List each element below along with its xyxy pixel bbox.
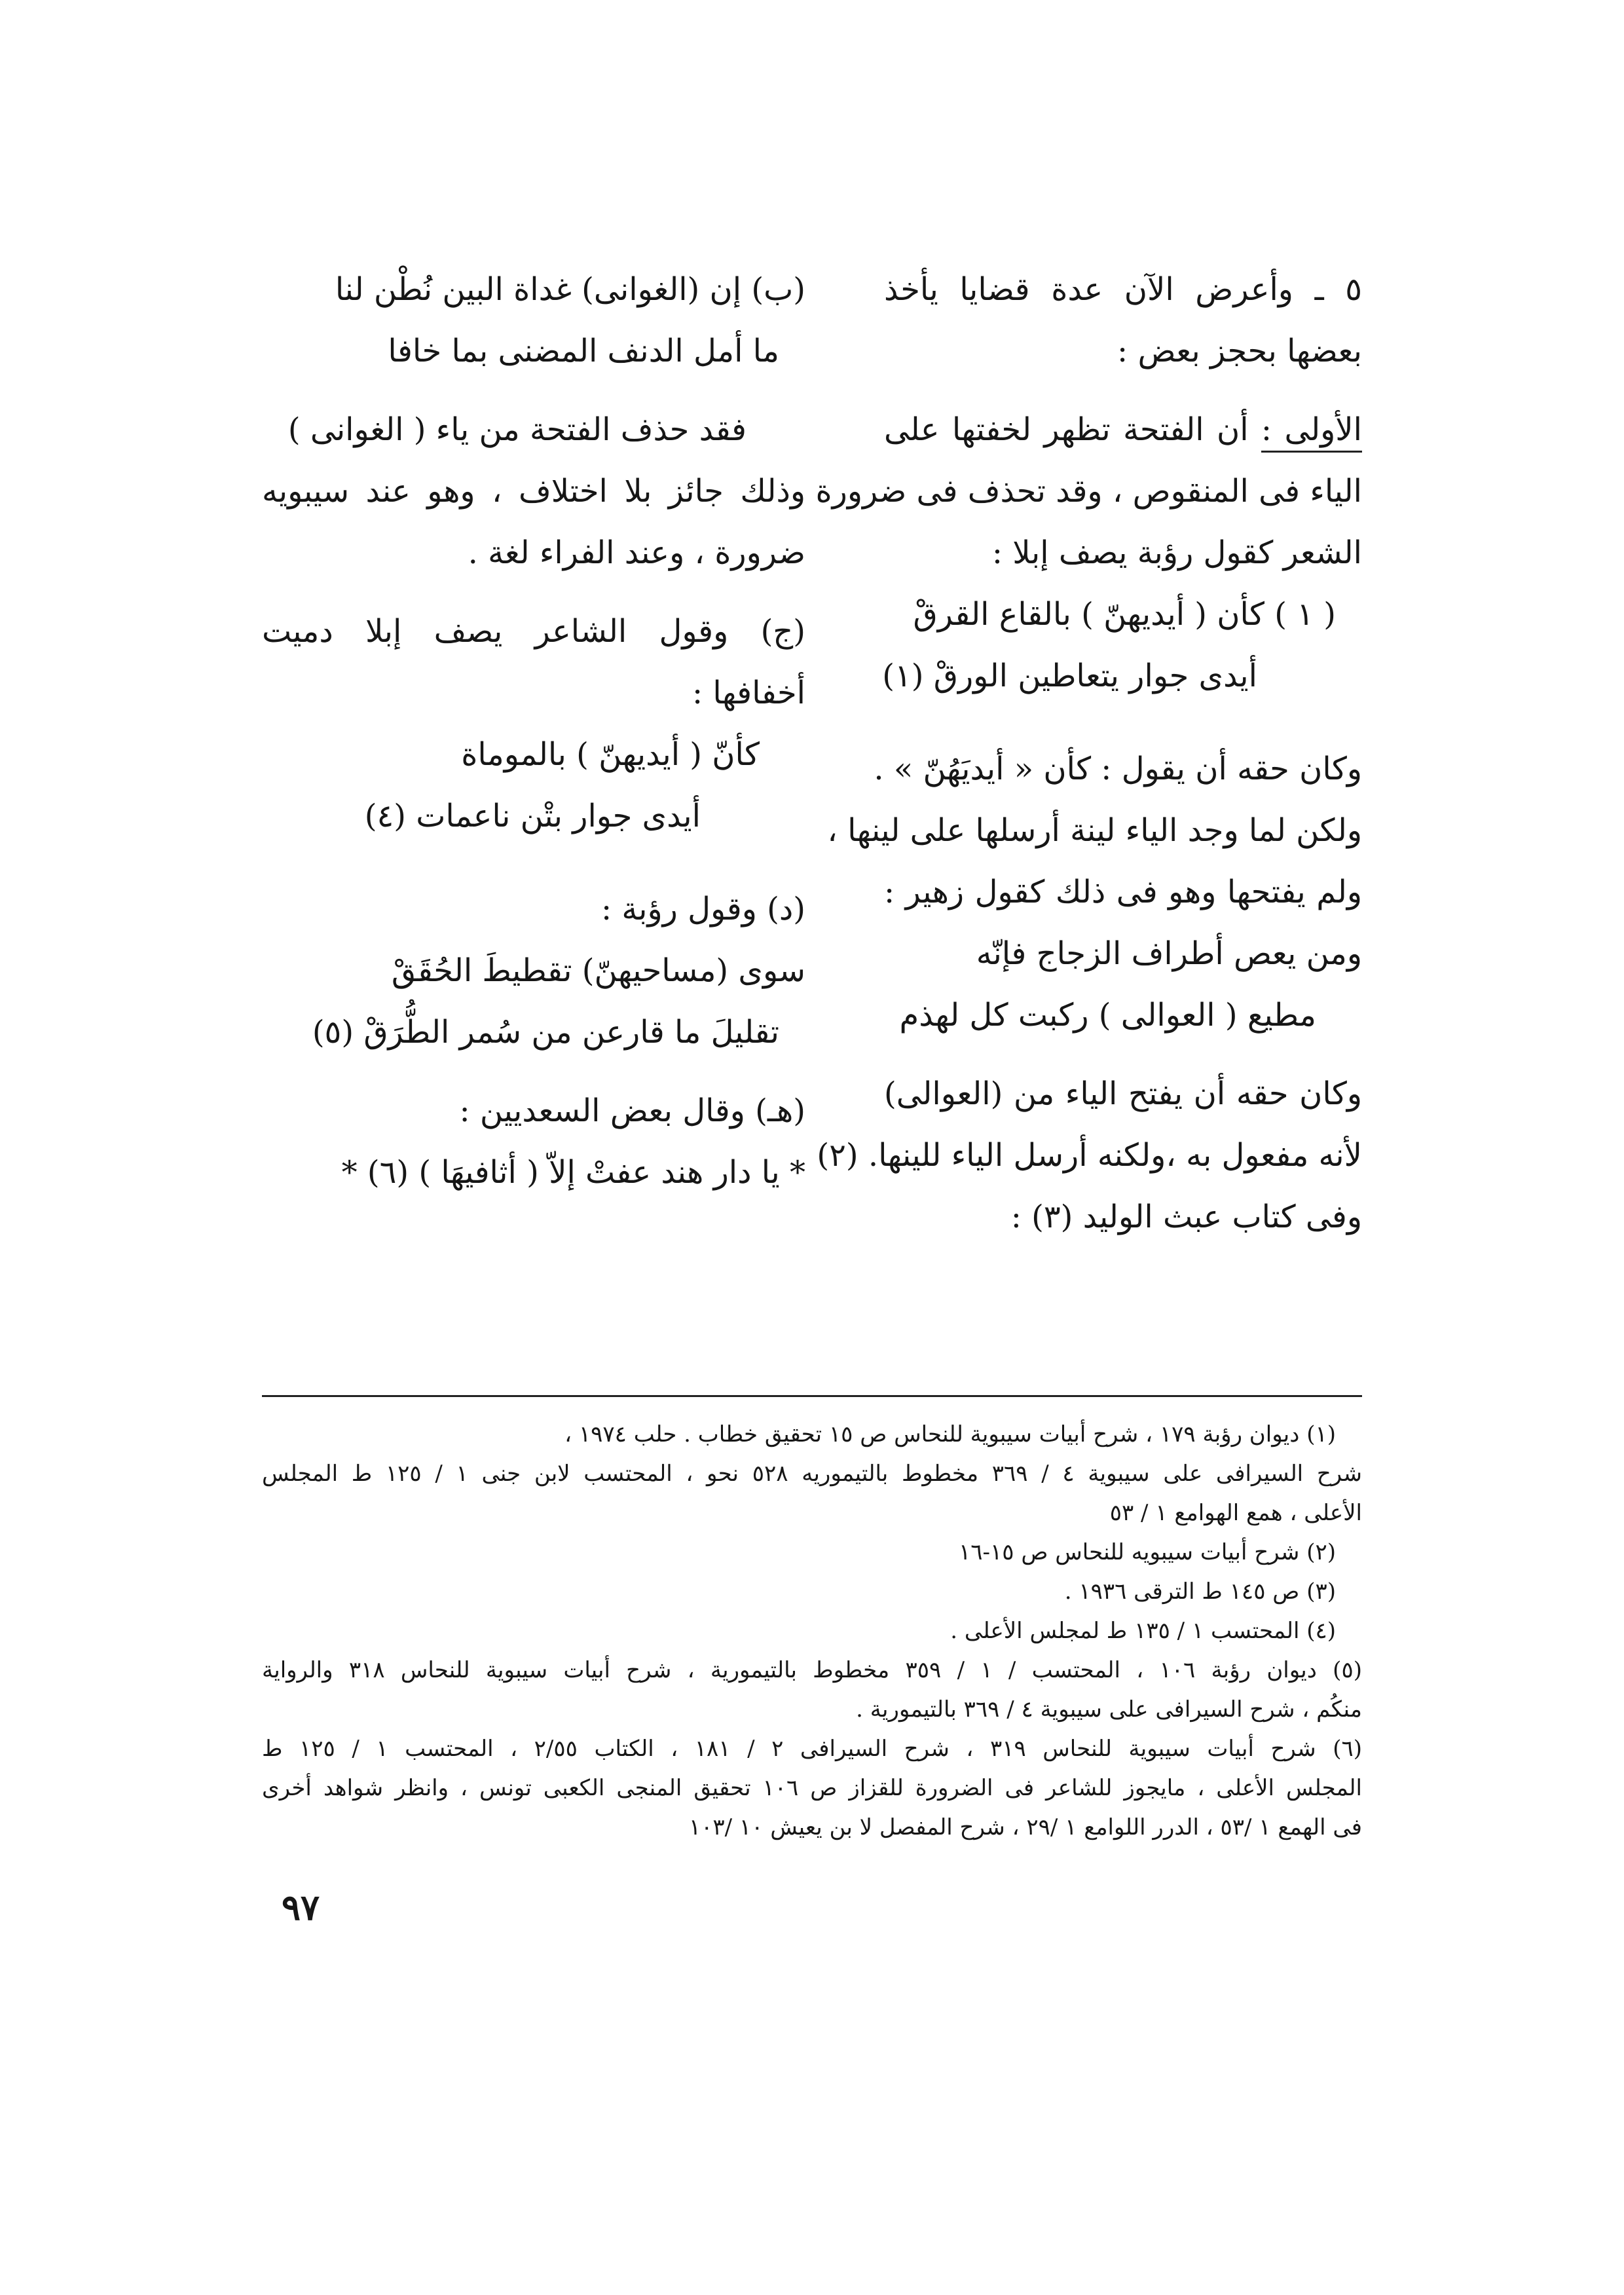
footnote-line: (٥) ديوان رؤبة ١٠٦ ، المحتسب / ١ / ٣٥٩ مخطوط بالتيمورية ، شرح أبيات سيبوية للنحاس ٣١٨ والرواية [262,1657,1362,1683]
text-line: وكان حقه أن يفتح الياء من (العوالى) [884,1075,1362,1112]
text-line: وكان حقه أن يقول : كأن « أيديَهُنّ » . [874,751,1362,787]
text-line: ومن يعص أطراف الزجاج فإنّه [976,935,1362,972]
verse-line: كأنّ ( أيديهنّ ) بالموماة [461,736,760,773]
text-line: ولم يفتحها وهو فى ذلك كقول زهير : [884,874,1362,910]
text-line [884,399,1362,460]
footnote-line: (٣) ص ١٤٥ ط الترقى ١٩٣٦ . [1064,1578,1336,1605]
text-line: وذلك جائز بلا اختلاف ، وهو عند سيبويه [262,473,805,510]
text-line: أخفافها : [692,675,805,711]
verse-line: أيدى جوار بتْن ناعمات (٤) [364,798,701,834]
footnote-line: المجلس الأعلى ، مايجوز للشاعر فى الضرورة للقزاز ص ١٠٦ تحقيق المنجى الكعبى تونس ، وانظر شواهد أخرى [262,1775,1362,1801]
verse-line: (ب) إن (الغوانى) غداة البين نُطْن لنا [335,271,805,308]
left-column [262,259,805,1203]
text-line: لأنه مفعول به ،ولكنه أرسل الياء للينها. (٢) [817,1137,1362,1174]
footnote-line: (٦) شرح أبيات سيبوية للنحاس ٣١٩ ، شرح السيرافى ٢ / ١٨١ ، الكتاب ٢/٥٥ ، المحتسب ١ / ١٢٥ ط [262,1736,1362,1762]
text-line: الشعر كقول رؤبة يصف إبلا : [991,534,1362,571]
text-line: وفى كتاب عبث الوليد (٣) : [1010,1199,1362,1235]
footnote-line: الأعلى ، همع الهوامع ١ / ٥٣ [1109,1500,1362,1526]
text-line: ولكن لما وجد الياء لينة أرسلها على لينها ، [827,812,1362,849]
footnote-line: (٤) المحتسب ١ / ١٣٥ ط لمجلس الأعلى . [950,1618,1336,1644]
text-line: ضرورة ، وعند الفراء لغة . [468,534,805,571]
text-line: بعضها بحجز بعض : [1117,333,1362,369]
verse-line: مطيع ( العوالى ) ركبت كل لهذم [899,997,1316,1034]
footnote-divider [262,1395,1362,1397]
footnote-line: (٢) شرح أبيات سيبويه للنحاس ص ١٥-١٦ [959,1539,1336,1565]
verse-line: تقليلَ ما قارعن من سُمر الطُّرَقْ (٥) [312,1014,779,1051]
page-number: ٩٧ [282,1886,320,1928]
verse-line: سوى (مساحيهنّ) تقطيطَ الحُقَقْ [391,952,805,989]
verse-line: * يا دار هند عفتْ إلاّ ( أثافيهَا ) (٦) * [341,1154,805,1191]
section-lead: الأولى : [1261,411,1362,453]
text-line: الياء فى المنقوص ، وقد تحذف فى ضرورة [815,473,1362,510]
right-column [815,259,1362,1248]
text-line: (ج) وقول الشاعر يصف إبلا دميت [262,613,805,650]
footnotes [262,1415,1362,1847]
footnote-line: شرح السيرافى على سيبوية ٤ / ٣٦٩ مخطوط بالتيموريه ٥٢٨ نحو ، المحتسب لابن جنى ١ / ١٢٥ ط المجلس [262,1461,1363,1487]
footnote-line: (١) ديوان رؤبة ١٧٩ ، شرح أبيات سيبوية للنحاس ص ١٥ تحقيق خطاب . حلب ١٩٧٤ ، [564,1421,1336,1447]
text-line: ٥ ـ وأعرض الآن عدة قضايا يأخذ [884,271,1362,308]
text-line: (هـ) وقال بعض السعديين : [459,1092,805,1129]
footnote-line: فى الهمع ١ /٥٣ ، الدرر اللوامع ١ /٢٩ ، شرح المفصل لا بن يعيش ١٠ /١٠٣ [688,1814,1362,1840]
section-lead-text: أن الفتحة تظهر لخفتها على [884,411,1249,448]
footnote-line: منكُم ، شرح السيرافى على سيبوية ٤ / ٣٦٩ بالتيمورية . [856,1696,1362,1723]
text-line: (د) وقول رؤبة : [600,891,805,927]
verse-line: ( ١ ) كأن ( أيديهنّ ) بالقاع القرقْ [913,596,1336,633]
text-line: فقد حذف الفتحة من ياء ( الغوانى ) [287,411,747,448]
verse-line: ما أمل الدنف المضنى بما خافا [388,333,779,369]
verse-line: أيدى جوار يتعاطين الورقْ (١) [882,658,1257,694]
